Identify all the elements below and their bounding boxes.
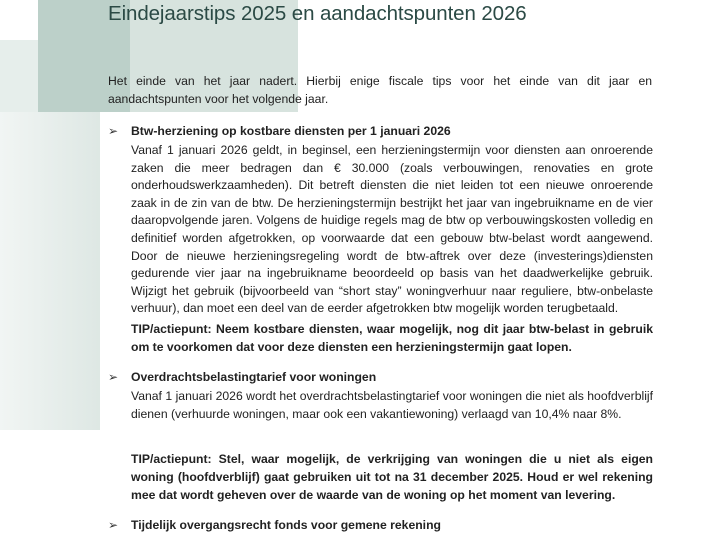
decorative-gradient — [0, 112, 100, 430]
section-title: Tijdelijk overgangsrecht fonds voor gemene rekening — [131, 518, 441, 532]
section-body: Vanaf 1 januari 2026 wordt het overdrachtsbelastingtarief voor woningen die niet als hoofdverblijf dienen (verhuurde woningen, maar ook een vakantiewoning) verlaagd van 10,4% naar 8%. — [131, 389, 653, 421]
section-body: Vanaf 1 januari 2026 geldt, in beginsel, een herzieningstermijn voor diensten aan onroerende zaken die meer bedragen dan € 30.000 (zoals verbouwingen, renovaties en grote onderhoudswerkzaamheden). Dit betreft diensten die niet leiden tot een nieuwe onroerende zaak in de zin van de btw. De herzieningstermijn bestrijkt het jaar van ingebruikname en de vier daaropvolgende jaren. Volgens de huidige regels mag de btw op verbouwingskosten volledig en definitief worden afgetrokken, op voorwaarde dat een gebouw btw-belast wordt aangewend. Door de nieuwe herzieningsregeling wordt de btw-aftrek over deze (investerings)diensten gedurende vier jaar na ingebruikname beoordeeld op basis van het daadwerkelijke gebruik. Wijzigt het gebruik (bijvoorbeeld van “short stay” woningverhuur naar reguliere, btw-onbelaste verhuur), dan moet een deel van de eerder afgetrokken btw mogelijk worden terugbetaald. — [131, 143, 653, 316]
bullet-arrow-icon: ➢ — [108, 370, 119, 384]
intro-paragraph: Het einde van het jaar nadert. Hierbij enige fiscale tips voor het einde van dit jaar en aandachtspunten voor het volgende jaar. — [108, 74, 652, 106]
section-title: Btw-herziening op kostbare diensten per 1 januari 2026 — [131, 124, 451, 138]
page-title: Eindejaarstips 2025 en aandachtspunten 2026 — [108, 2, 527, 25]
decorative-block — [0, 40, 38, 112]
section-tip: TIP/actiepunt: Neem kostbare diensten, waar mogelijk, nog dit jaar btw-belast in gebruik om te voorkomen dat voor deze diensten een herzieningstermijn gaat lopen. — [131, 322, 653, 354]
bullet-arrow-icon: ➢ — [108, 124, 119, 138]
section-title: Overdrachtsbelastingtarief voor woningen — [131, 370, 377, 384]
section-tip: TIP/actiepunt: Stel, waar mogelijk, de verkrijging van woningen die u niet als eigen woning (hoofdverblijf) gaat gebruiken uit tot na 31 december 2025. Houd er wel rekening mee dat wordt geheven over de waarde van de woning op het moment van levering. — [131, 452, 653, 502]
bullet-arrow-icon: ➢ — [108, 518, 119, 532]
